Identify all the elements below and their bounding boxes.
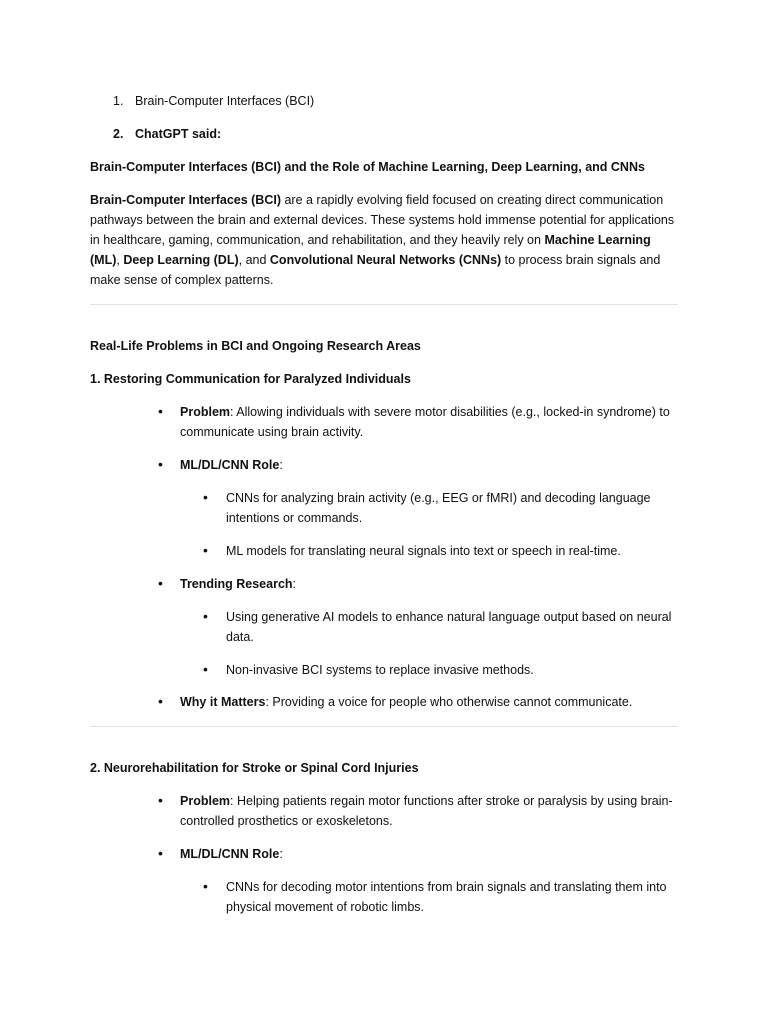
s1-role-item: CNNs for analyzing brain activity (e.g., EEG or fMRI) and decoding language intentions or commands. xyxy=(226,491,651,525)
s1-role xyxy=(180,455,283,475)
intro-paragraph xyxy=(90,190,682,290)
s1-trend-label: Trending Research xyxy=(180,577,293,591)
s1-why-label: Why it Matters xyxy=(180,695,266,709)
s1-why-text: : Providing a voice for people who otherwise cannot communicate. xyxy=(265,695,633,709)
s2-role-label: ML/DL/CNN Role xyxy=(180,847,280,861)
intro-text: to process brain signals and make sense of complex patterns. xyxy=(90,253,661,287)
section-1-heading: 1. Restoring Communication for Paralyzed Individuals xyxy=(90,372,411,386)
s1-problem-label: Problem xyxy=(180,405,231,419)
s2-problem xyxy=(180,791,680,831)
s2-role xyxy=(180,844,283,864)
intro-text: , xyxy=(116,253,124,267)
intro-text: are a rapidly evolving field focused on creating direct communication pathways between the brain and external devices. These systems hold immense potential for applications in healthcare, gaming, communication, and rehabilitation, and they heavily rely on xyxy=(90,193,675,247)
list-item-chatgpt-said: ChatGPT said: xyxy=(135,127,222,141)
divider xyxy=(90,726,678,727)
bullet-icon: • xyxy=(158,403,163,419)
bullet-icon: • xyxy=(203,878,208,894)
intro-bold-cnn: Convolutional Neural Networks (CNNs) xyxy=(269,253,502,267)
section-2-heading: 2. Neurorehabilitation for Stroke or Spinal Cord Injuries xyxy=(90,761,419,775)
s1-role-label: ML/DL/CNN Role xyxy=(180,458,280,472)
intro-bold-bci: Brain-Computer Interfaces (BCI) xyxy=(90,193,281,207)
bullet-icon: • xyxy=(203,661,208,677)
bullet-icon: • xyxy=(158,575,163,591)
doc-title: Brain-Computer Interfaces (BCI) and the Role of Machine Learning, Deep Learning, and CNNs xyxy=(90,160,645,174)
bullet-icon: • xyxy=(158,845,163,861)
bullet-icon: • xyxy=(203,489,208,505)
s1-role-colon: : xyxy=(279,458,283,472)
s1-trend-item: Using generative AI models to enhance natural language output based on neural data. xyxy=(226,610,672,644)
divider xyxy=(90,304,678,305)
intro-bold-dl: Deep Learning (DL) xyxy=(123,253,239,267)
s1-problem-text: : Allowing individuals with severe motor disabilities (e.g., locked-in syndrome) to communicate using brain activity. xyxy=(180,405,670,439)
list-item-bci: Brain-Computer Interfaces (BCI) xyxy=(135,94,315,108)
intro-bold-ml: Machine Learning (ML) xyxy=(90,233,651,267)
bullet-icon: • xyxy=(158,693,163,709)
section-heading: Real-Life Problems in BCI and Ongoing Research Areas xyxy=(90,339,421,353)
list-number: 2. xyxy=(113,127,124,141)
s2-role-colon: : xyxy=(279,847,283,861)
bullet-icon: • xyxy=(158,456,163,472)
bullet-icon: • xyxy=(203,608,208,624)
s1-trend xyxy=(180,574,296,594)
bullet-icon: • xyxy=(158,792,163,808)
bullet-icon: • xyxy=(203,542,208,558)
s1-problem xyxy=(180,402,680,442)
s1-trend-item: Non-invasive BCI systems to replace invasive methods. xyxy=(226,663,534,677)
s2-role-item: CNNs for decoding motor intentions from brain signals and translating them into physical movement of robotic limbs. xyxy=(226,880,667,914)
list-number: 1. xyxy=(113,94,124,108)
s2-problem-label: Problem xyxy=(180,794,231,808)
s1-trend-colon: : xyxy=(292,577,297,591)
s1-role-item: ML models for translating neural signals into text or speech in real-time. xyxy=(226,544,621,558)
s2-problem-text: : Helping patients regain motor functions after stroke or paralysis by using brain-controlled prosthetics or exoskeletons. xyxy=(180,794,673,828)
intro-text: , and xyxy=(238,253,270,267)
s1-why xyxy=(180,692,680,712)
